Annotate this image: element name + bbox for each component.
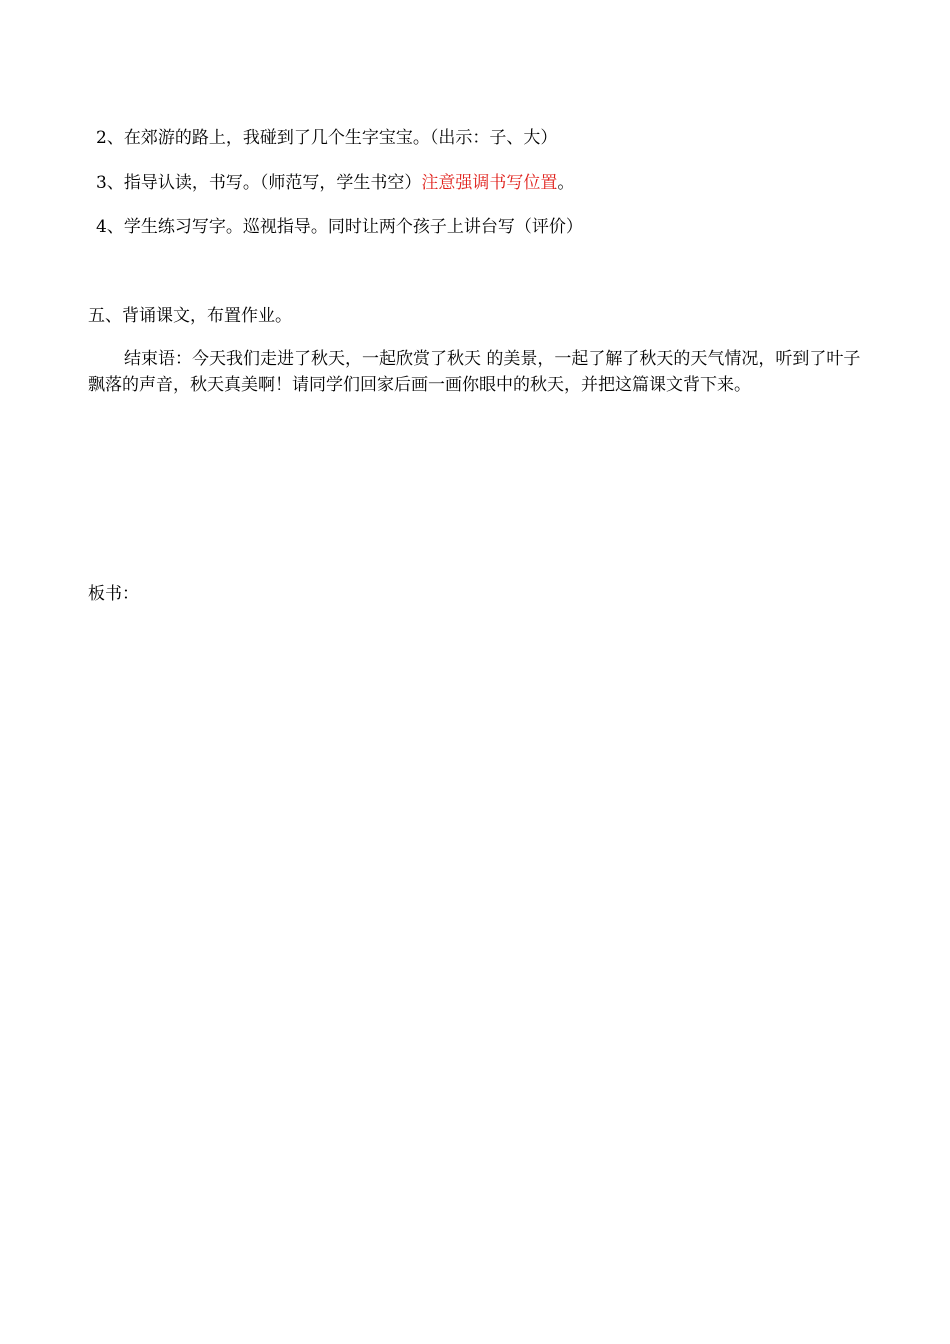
step-2-text [96, 127, 557, 149]
step-4-text [96, 216, 583, 238]
step-3-tail: 。 [557, 173, 575, 193]
step-3-text [96, 172, 574, 194]
section-five-title: 五、背诵课文，布置作业。 [88, 306, 292, 326]
closing-paragraph: 结束语：今天我们走进了秋天，一起欣赏了秋天 的美景，一起了解了秋天的天气情况，听到了叶子飘落的声音，秋天真美啊！请同学们回家后画一画你眼中的秋天，并把这篇课文背下来。 [88, 349, 861, 395]
step-3-content: 3、指导认读，书写。（师范写，学生书空） [96, 173, 422, 193]
step-4-content: 4、学生练习写字。巡视指导。同时让两个孩子上讲台写（评价） [96, 217, 583, 237]
step-2-content: 2、在郊游的路上，我碰到了几个生字宝宝。（出示：子、大） [96, 128, 558, 148]
board-label: 板书： [88, 584, 139, 604]
step-3-highlight: 注意强调书写位置 [421, 173, 558, 193]
